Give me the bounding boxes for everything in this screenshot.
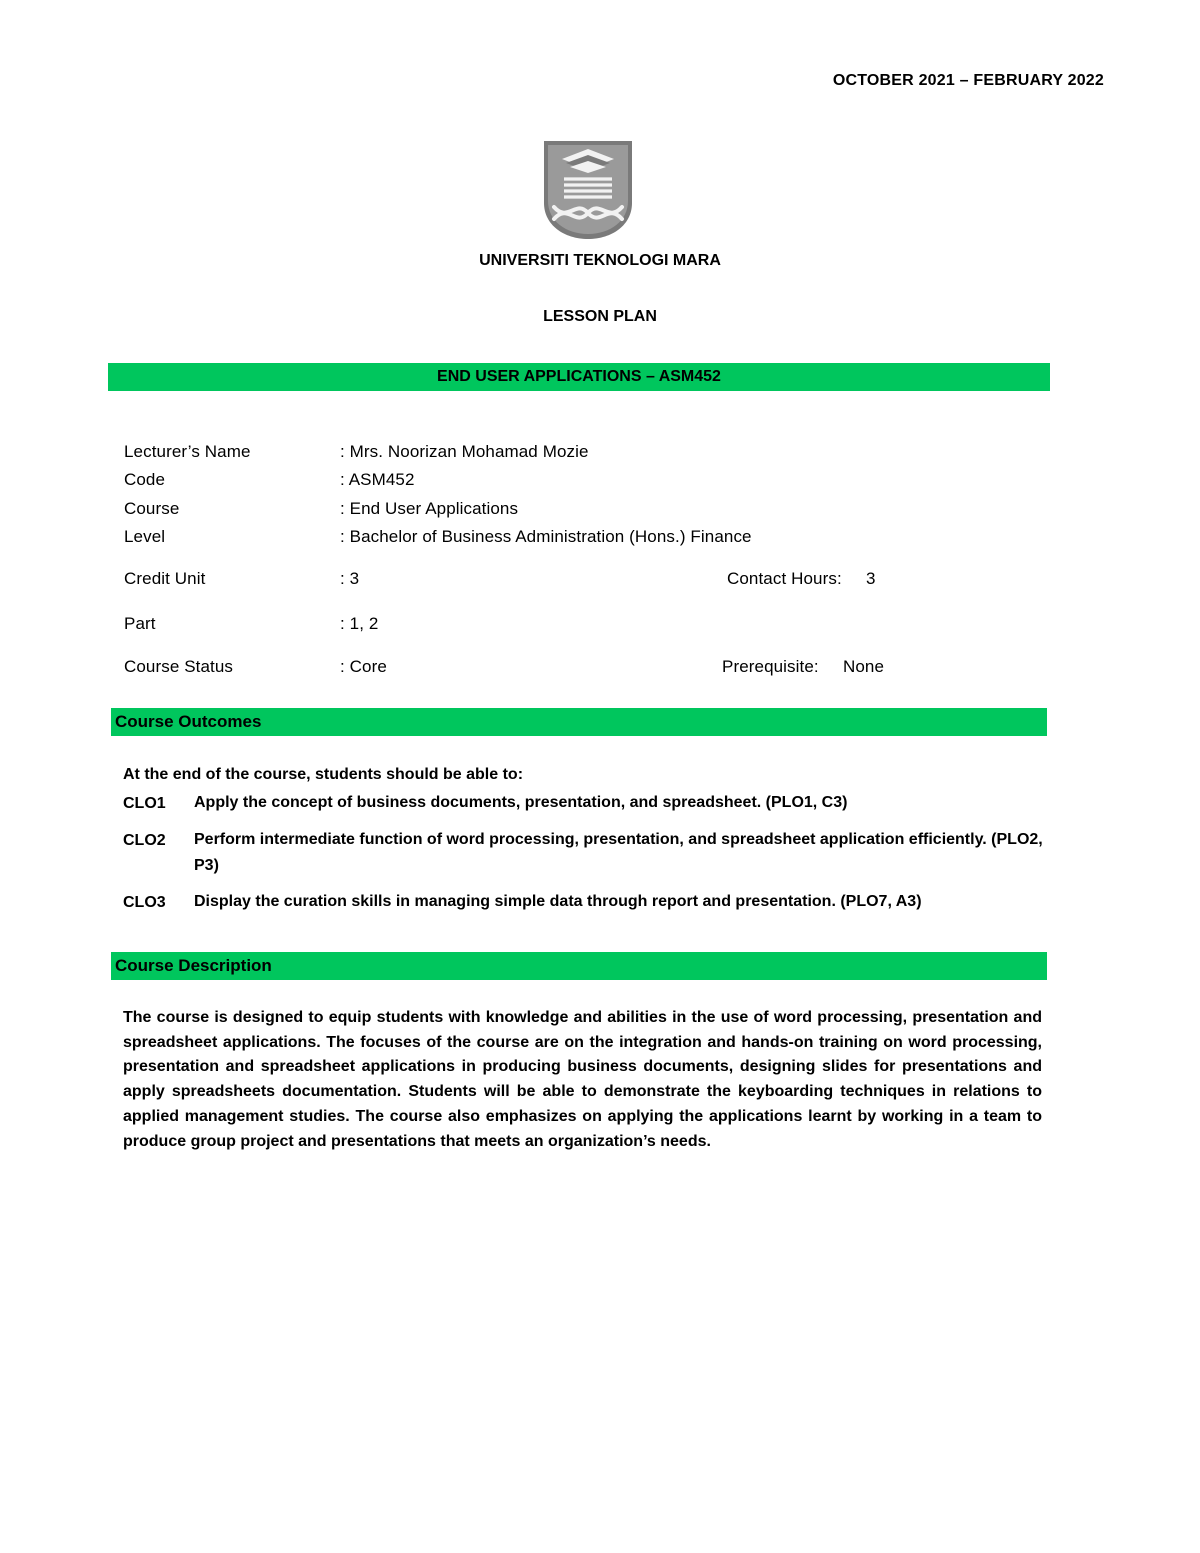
university-name: UNIVERSITI TEKNOLOGI MARA xyxy=(479,252,721,269)
contact-hours-value: 3 xyxy=(866,569,876,588)
credit-unit-value: : 3 xyxy=(340,569,360,588)
date-range: OCTOBER 2021 – FEBRUARY 2022 xyxy=(832,72,1104,89)
lecturer-value: : Mrs. Noorizan Mohamad Mozie xyxy=(340,442,589,461)
course-status-value: : Core xyxy=(340,657,387,676)
prerequisite-value: None xyxy=(843,657,885,676)
code-value: : ASM452 xyxy=(340,470,415,489)
course-description-text: The course is designed to equip students with knowledge and abilities in the use of word processing, presentation and spreadsheet applications. The focuses of the course are on the integration and hands-on training on word processing, presentation and spreadsheet applications in producing business documents, designing slides for presentations and apply spreadsheets documentation. Students will be able to demonstrate the keyboarding techniques in relations to applied management studies. The course also emphasizes on applying the applications learnt by working in a team to produce group project and presentations that meets an organization’s needs. xyxy=(123,1009,1042,1150)
university-logo-icon xyxy=(544,141,632,239)
clo3-code: CLO3 xyxy=(123,894,166,911)
level-value: : Bachelor of Business Administration (Hons.) Finance xyxy=(340,527,752,546)
clo3-text: Display the curation skills in managing simple data through report and presentation. (PLO7, A3) xyxy=(194,893,922,910)
clo1-code: CLO1 xyxy=(123,795,166,812)
clo2-text: Perform intermediate function of word processing, presentation, and spreadsheet application efficiently. (PLO2, P3) xyxy=(194,831,1043,874)
credit-unit-label: Credit Unit xyxy=(124,569,206,588)
course-banner: END USER APPLICATIONS – ASM452 xyxy=(108,363,1050,391)
document-type-title: LESSON PLAN xyxy=(543,308,657,325)
course-label: Course xyxy=(124,499,180,518)
course-value: : End User Applications xyxy=(340,499,519,518)
level-label: Level xyxy=(124,527,166,546)
clo1-text: Apply the concept of business documents, presentation, and spreadsheet. (PLO1, C3) xyxy=(194,794,848,811)
clo2-code: CLO2 xyxy=(123,832,166,849)
part-value: : 1, 2 xyxy=(340,614,379,633)
part-label: Part xyxy=(124,614,156,633)
code-label: Code xyxy=(124,470,166,489)
course-status-label: Course Status xyxy=(124,657,234,676)
outcomes-intro: At the end of the course, students should be able to: xyxy=(123,766,524,783)
course-outcomes-heading: Course Outcomes xyxy=(111,708,1047,736)
contact-hours-label: Contact Hours: xyxy=(727,569,842,588)
prerequisite-label: Prerequisite: xyxy=(722,657,819,676)
course-description-heading: Course Description xyxy=(111,952,1047,980)
lecturer-label: Lecturer’s Name xyxy=(124,442,251,461)
